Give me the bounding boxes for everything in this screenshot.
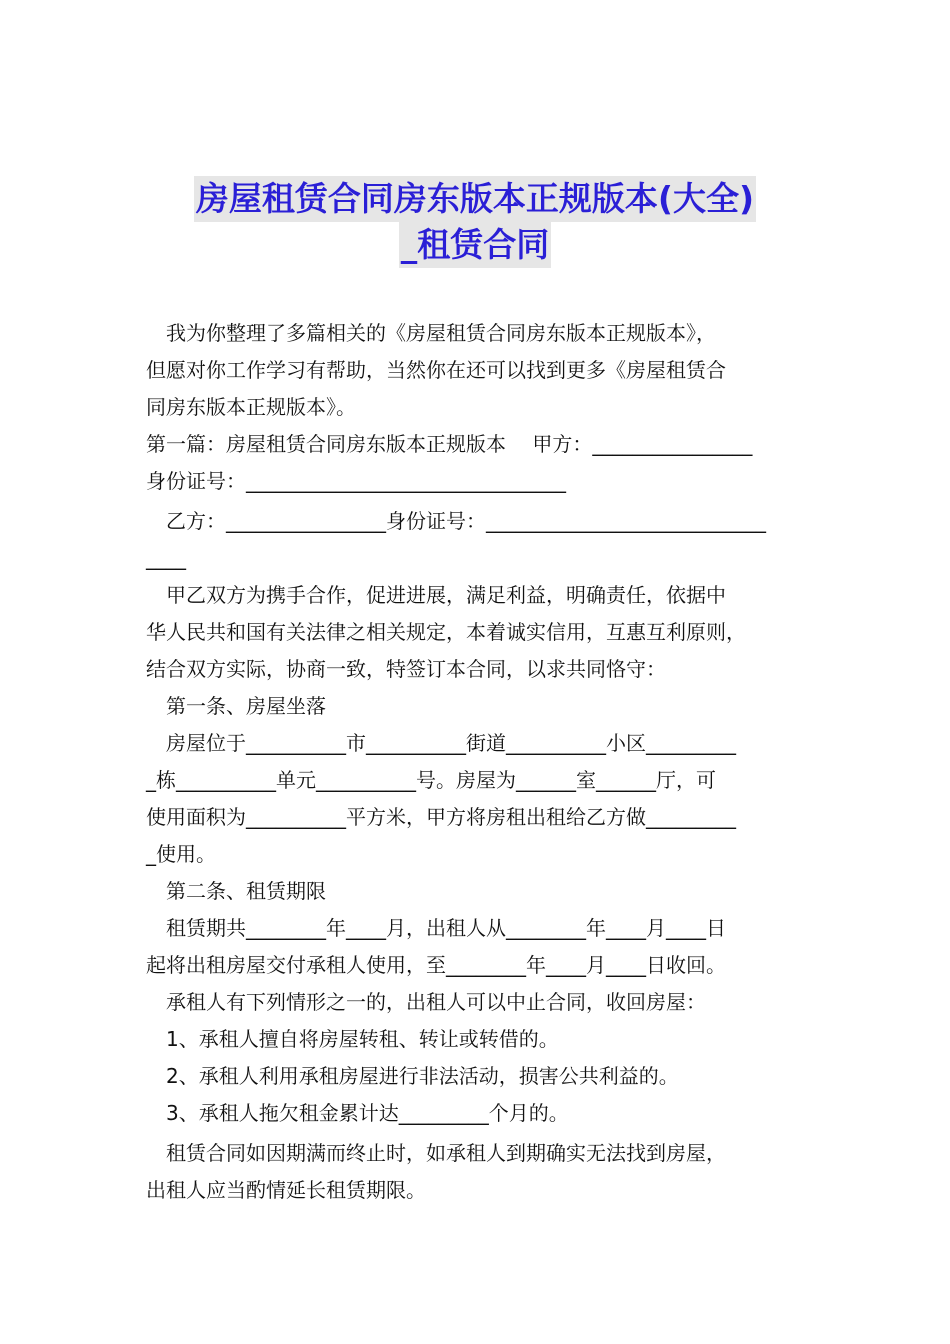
paragraph-line: 租赁期共________年____月，出租人从________年____月____日 — [146, 916, 726, 940]
paragraph-line: ____ — [146, 546, 186, 570]
paragraph-line: 我为你整理了多篇相关的《房屋租赁合同房东版本正规版本》， — [146, 321, 716, 345]
list-item: 1、承租人擅自将房屋转租、转让或转借的。 — [146, 1027, 559, 1051]
section-heading: 第二条、租赁期限 — [146, 879, 326, 903]
paragraph-line: 出租人应当酌情延长租赁期限。 — [146, 1178, 426, 1202]
paragraph-line: 同房东版本正规版本》。 — [146, 395, 356, 419]
section-heading: 第一条、房屋坐落 — [146, 694, 326, 718]
paragraph-line: 身份证号：________________________________ — [146, 469, 566, 493]
paragraph-line: 第一篇：房屋租赁合同房东版本正规版本 甲方：________________ — [146, 432, 753, 456]
paragraph-line: 华人民共和国有关法律之相关规定，本着诚实信用，互惠互利原则， — [146, 620, 746, 644]
list-item: 3、承租人拖欠租金累计达_________个月的。 — [146, 1101, 569, 1125]
title-line-1: 房屋租赁合同房东版本正规版本(大全) — [194, 176, 756, 222]
paragraph-line: _使用。 — [146, 842, 216, 866]
paragraph-line: 结合双方实际，协商一致，特签订本合同，以求共同恪守： — [146, 657, 666, 681]
paragraph-line: 但愿对你工作学习有帮助，当然你在还可以找到更多《房屋租赁合 — [146, 358, 726, 382]
document-title — [0, 176, 950, 268]
paragraph-line: _栋__________单元__________号。房屋为______室______厅，可 — [146, 768, 716, 792]
title-line-2: _租赁合同 — [399, 222, 552, 268]
paragraph-line: 房屋位于__________市__________街道__________小区_________ — [146, 731, 736, 755]
list-item: 2、承租人利用承租房屋进行非法活动，损害公共利益的。 — [146, 1064, 679, 1088]
paragraph-line: 承租人有下列情形之一的，出租人可以中止合同，收回房屋： — [146, 990, 706, 1014]
paragraph-line: 使用面积为__________平方米，甲方将房租出租给乙方做_________ — [146, 805, 736, 829]
paragraph-line: 起将出租房屋交付承租人使用，至________年____月____日收回。 — [146, 953, 726, 977]
paragraph-line: 租赁合同如因期满而终止时，如承租人到期确实无法找到房屋， — [146, 1141, 726, 1165]
paragraph-line: 乙方：________________身份证号：____________________________ — [146, 509, 766, 533]
paragraph-line: 甲乙双方为携手合作，促进进展，满足利益，明确责任，依据中 — [146, 583, 726, 607]
